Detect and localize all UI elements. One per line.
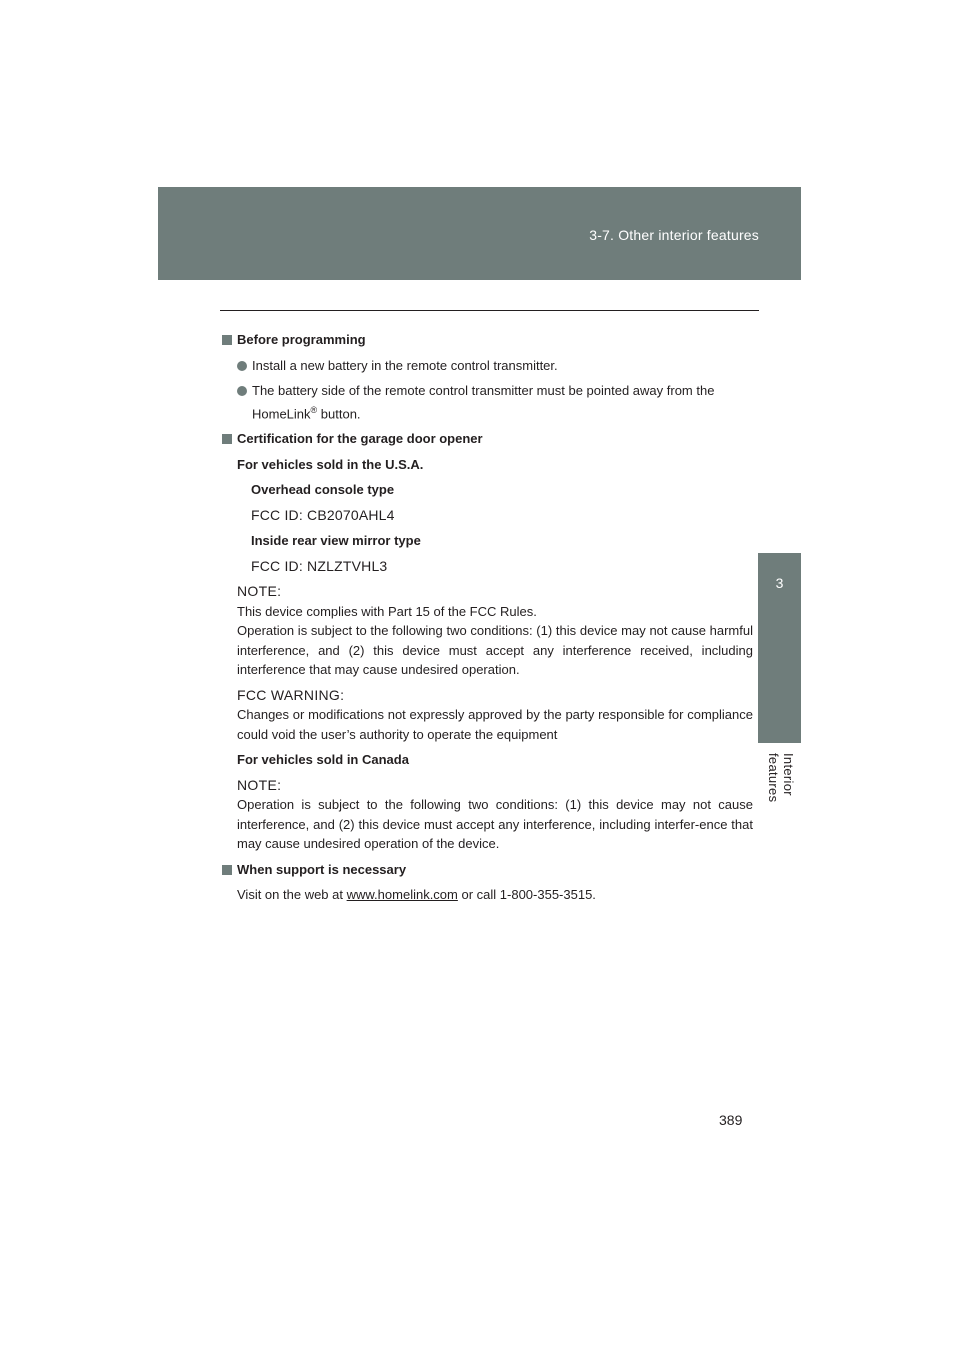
- overhead-console-label: Overhead console type: [251, 482, 395, 498]
- divider: [220, 310, 759, 311]
- fcc-warning: FCC WARNING: Changes or modifications not expressly approved by the party responsible for compliance could void the user’s authority to operate the equipment: [237, 686, 753, 742]
- chapter-tab[interactable]: [758, 553, 801, 803]
- usa-label: For vehicles sold in the U.S.A.: [237, 456, 424, 472]
- chapter-number: 3: [775, 575, 784, 591]
- page-number: 389: [719, 1112, 743, 1128]
- note-usa: NOTE: This device complies with Part 15 of the FCC Rules. Operation is subject to the following two conditions: (1) this device may not cause harmful interference, and (2) this device must accept any interference received, including interference that may cause undesired operation.: [237, 583, 753, 678]
- mirror-fcc-id: FCC ID: NZLZTVHL3: [251, 557, 388, 574]
- list-item: Install a new battery in the remote control transmitter.: [237, 356, 753, 376]
- heading-certification: Certification for the garage door opener: [222, 429, 753, 449]
- registered-mark: ®: [310, 404, 318, 415]
- round-bullet-icon: [237, 386, 247, 396]
- page-content: [222, 330, 753, 911]
- homelink-link[interactable]: www.homelink.com: [346, 887, 458, 903]
- heading-before-programming: Before programming: [222, 330, 753, 350]
- support-text: Visit on the web at www.homelink.com or call 1-800-355-3515.: [237, 887, 596, 903]
- square-bullet-icon: [222, 434, 232, 444]
- list-item: The battery side of the remote control transmitter must be pointed away from the HomeLink® button.: [237, 381, 753, 423]
- section-title: 3-7. Other interior features: [589, 227, 759, 243]
- mirror-label: Inside rear view mirror type: [251, 533, 421, 549]
- header-band: [158, 187, 801, 280]
- round-bullet-icon: [237, 361, 247, 371]
- overhead-fcc-id: FCC ID: CB2070AHL4: [251, 506, 395, 523]
- square-bullet-icon: [222, 335, 232, 345]
- canada-label: For vehicles sold in Canada: [237, 752, 409, 768]
- heading-support: When support is necessary: [222, 860, 753, 880]
- chapter-label: Interior features: [766, 753, 796, 803]
- square-bullet-icon: [222, 865, 232, 875]
- note-canada: NOTE: Operation is subject to the following two conditions: (1) this device may not cause interference, and (2) this device must accept any interference, including interfer-ence that may cause undesired operation of the device.: [237, 776, 753, 852]
